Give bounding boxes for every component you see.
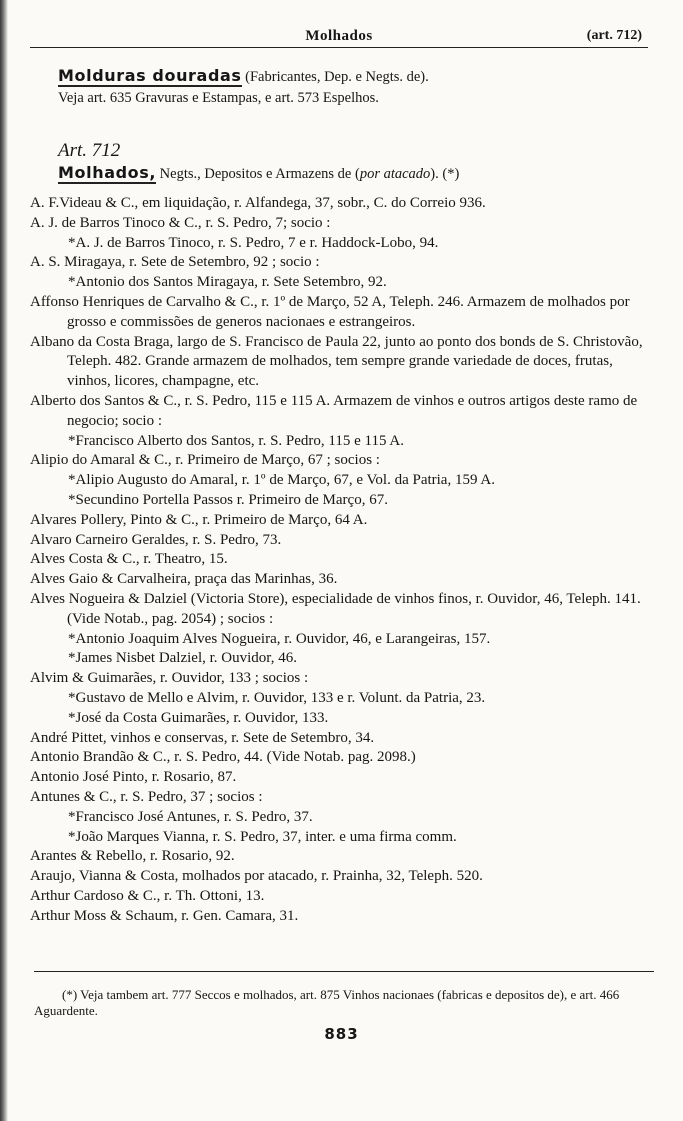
socio-line	[30, 273, 660, 293]
entry-details: vinhos e conservas, r. Sete de Setembro, 34.	[106, 729, 375, 746]
article-reference: (art. 712)	[586, 28, 642, 43]
socio-text: *Alipio Augusto do Amaral, r. 1º de Março, 67, e Vol. da Patria, 159 A.	[68, 472, 495, 489]
entry-details: largo de S. Francisco de Paula 22, junto ao ponto dos bonds de S. Christovão, Teleph. 482. Grande armazem de molhados, tem sempre grande variedade de doces, frutas, vinhos, licores, champagne, etc.	[67, 333, 643, 390]
footnote-rule	[34, 971, 654, 972]
header-rule	[30, 47, 648, 48]
entry-details: r. Ouvidor, 133 ; socios :	[156, 670, 309, 687]
entry-details: r. 1º de Março, 52 A, Teleph. 246. Armazem de molhados por grosso e commissões de generos nacionaes e estrangeiros.	[67, 293, 630, 330]
entry-name: A. J. de Barros Tinoco & C.,	[30, 214, 202, 231]
entry-details: molhados por atacado, r. Prainha, 32, Teleph. 520.	[178, 868, 483, 885]
entry-name: Antonio Brandão & C.,	[30, 749, 171, 766]
socio-line	[30, 234, 660, 254]
entry-details: r. Rosario, 87.	[147, 769, 237, 786]
entry	[30, 550, 660, 570]
socio-text: *Antonio Joaquim Alves Nogueira, r. Ouvidor, 46, e Larangeiras, 157.	[68, 630, 491, 647]
entry-name: Alvaro Carneiro Geraldes,	[30, 531, 189, 548]
socio-text: *João Marques Vianna, r. S. Pedro, 37, inter. e uma firma comm.	[68, 828, 457, 845]
page-number: 883	[324, 1025, 359, 1043]
socio-text: *Francisco José Antunes, r. S. Pedro, 37.	[68, 808, 313, 825]
entry-name: Arthur Moss & Schaum,	[30, 907, 178, 924]
entry-details: r. Primeiro de Março, 67 ; socios :	[171, 452, 380, 469]
entry-details: r. S. Pedro, 73.	[188, 531, 282, 548]
entry	[30, 214, 660, 234]
footnote: (*) Veja tambem art. 777 Seccos e molhados, art. 875 Vinhos nacionaes (fabricas e depositos de), e art. 466 Aguardente.	[34, 987, 620, 1018]
entry	[30, 511, 660, 531]
entry-name: Albano da Costa Braga,	[30, 333, 174, 350]
socio-line	[30, 630, 660, 650]
entry	[30, 333, 660, 392]
molduras-title: Molduras douradas	[58, 66, 242, 85]
socio-line	[30, 649, 660, 669]
entry-name: André Pittet,	[30, 729, 107, 746]
entry-list	[30, 194, 660, 926]
entry-details: r. Th. Ottoni, 13.	[160, 887, 265, 904]
entry	[30, 748, 660, 768]
entry-name: Arantes & Rebello,	[30, 848, 147, 865]
entry-name: Alvim & Guimarães,	[30, 670, 157, 687]
entry-name: Araujo, Vianna & Costa,	[30, 868, 179, 885]
entry-name: Arthur Cardoso & C.,	[30, 887, 161, 904]
entry-details: r. S. Pedro, 37 ; socios :	[116, 788, 263, 805]
entry	[30, 768, 660, 788]
entry-name: Antonio José Pinto,	[30, 769, 148, 786]
entry-name: Alvares Pollery, Pinto & C.,	[30, 511, 199, 528]
entry	[30, 293, 660, 333]
entry-details: r. Theatro, 15.	[139, 551, 228, 568]
entry	[30, 253, 660, 273]
entry-name: Antunes & C.,	[30, 788, 117, 805]
entry	[30, 194, 660, 214]
entry-name: Alipio do Amaral & C.,	[30, 452, 172, 469]
entry-details: (Victoria Store), especialidade de vinhos finos, r. Ouvidor, 46, Teleph. 141. (Vide Notab., pag. 2054) ; socios :	[67, 590, 641, 627]
running-header	[30, 28, 648, 48]
entry	[30, 570, 660, 590]
entry	[30, 867, 660, 887]
entry-details: r. Sete de Setembro, 92 ; socio :	[125, 254, 320, 271]
entry	[30, 887, 660, 907]
entry-name: Alves Nogueira & Dalziel	[30, 590, 188, 607]
entry-name: Alves Gaio & Carvalheira,	[30, 571, 191, 588]
entry-details: r. Primeiro de Março, 64 A.	[198, 511, 368, 528]
running-title: Molhados	[305, 28, 373, 44]
molduras-section	[58, 66, 658, 108]
entry	[30, 907, 660, 927]
article-descriptor-after: ). (*)	[430, 166, 460, 182]
article-number: Art. 712	[58, 140, 121, 161]
entry-details: r. S. Pedro, 44. (Vide Notab. pag. 2098.)	[170, 749, 416, 766]
entry-details: r. Gen. Camara, 31.	[177, 907, 299, 924]
entry-details: r. S. Pedro, 7; socio :	[201, 214, 331, 231]
molduras-descriptor: (Fabricantes, Dep. e Negts. de).	[245, 69, 429, 85]
socio-line	[30, 471, 660, 491]
socio-line	[30, 432, 660, 452]
socio-text: *James Nisbet Dalziel, r. Ouvidor, 46.	[68, 650, 297, 667]
entry-details: em liquidação, r. Alfandega, 37, sobr., C. do Correio 936.	[138, 195, 486, 211]
socio-line	[30, 828, 660, 848]
socio-line	[30, 709, 660, 729]
socio-line	[30, 808, 660, 828]
article-descriptor-italic: por atacado	[359, 166, 431, 182]
entry-name: Alves Costa & C.,	[30, 551, 140, 568]
entry	[30, 451, 660, 471]
entry	[30, 392, 660, 432]
article-title: Molhados,	[58, 163, 157, 182]
entry	[30, 669, 660, 689]
socio-line	[30, 689, 660, 709]
entry	[30, 847, 660, 867]
entry	[30, 590, 660, 630]
entry	[30, 729, 660, 749]
entry-details: r. Rosario, 92.	[146, 848, 235, 865]
entry-name: Alberto dos Santos & C.,	[30, 392, 181, 409]
socio-text: *Gustavo de Mello e Alvim, r. Ouvidor, 133 e r. Volunt. da Patria, 23.	[68, 689, 486, 706]
socio-text: *Antonio dos Santos Miragaya, r. Sete Setembro, 92.	[68, 274, 387, 291]
entry-name: Affonso Henriques de Carvalho & C.,	[30, 293, 258, 310]
entry-name: A. F.Videau & C.,	[30, 195, 139, 211]
socio-text: *Secundino Portella Passos r. Primeiro de Março, 67.	[68, 491, 388, 508]
socio-text: *José da Costa Guimarães, r. Ouvidor, 133.	[68, 709, 329, 726]
molduras-crossref: Veja art. 635 Gravuras e Estampas, e art. 573 Espelhos.	[58, 90, 379, 106]
entry-details: praça das Marinhas, 36.	[190, 571, 338, 588]
socio-text: *A. J. de Barros Tinoco, r. S. Pedro, 7 e r. Haddock-Lobo, 94.	[68, 234, 439, 251]
entry-details: r. S. Pedro, 115 e 115 A. Armazem de vinhos e outros artigos deste ramo de negocio; socio :	[67, 392, 638, 429]
page-edge-shadow	[0, 0, 8, 1121]
article-descriptor-before: Negts., Depositos e Armazens de (	[156, 166, 360, 182]
entry-name: A. S. Miragaya,	[30, 254, 126, 271]
article-heading	[58, 163, 658, 184]
socio-line	[30, 491, 660, 511]
socio-text: *Francisco Alberto dos Santos, r. S. Pedro, 115 e 115 A.	[68, 432, 404, 449]
entry	[30, 788, 660, 808]
entry	[30, 531, 660, 551]
